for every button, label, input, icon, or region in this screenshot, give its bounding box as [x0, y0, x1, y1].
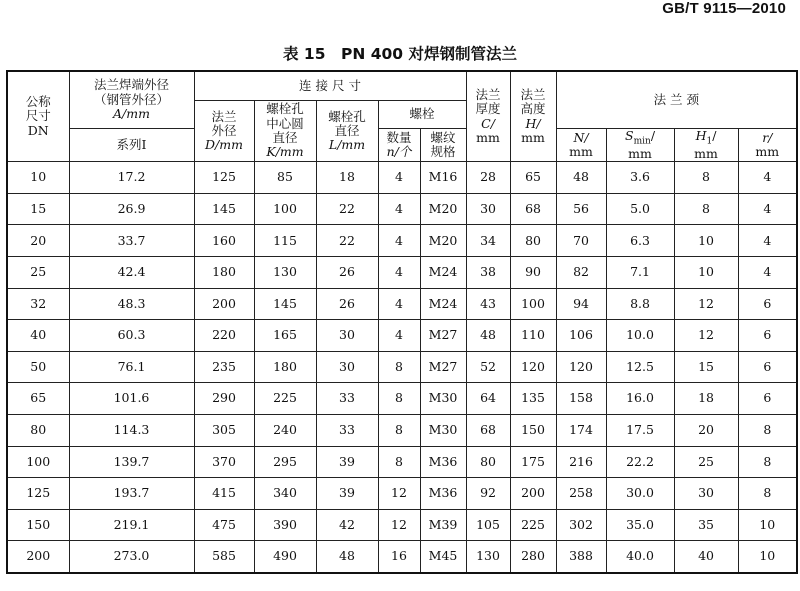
cell-nn: 106 [556, 320, 606, 352]
cell-n: 4 [378, 257, 420, 289]
cell-k: 490 [254, 541, 316, 573]
table-row [7, 193, 797, 225]
cell-k: 180 [254, 351, 316, 383]
cell-a: 193.7 [69, 478, 194, 510]
cell-a: 60.3 [69, 320, 194, 352]
cell-h1: 8 [674, 193, 738, 225]
cell-n: 4 [378, 288, 420, 320]
cell-l: 30 [316, 320, 378, 352]
cell-r: 8 [738, 446, 797, 478]
cell-k: 165 [254, 320, 316, 352]
cell-l: 22 [316, 193, 378, 225]
cell-c: 68 [466, 414, 510, 446]
cell-c: 43 [466, 288, 510, 320]
cell-r: 6 [738, 351, 797, 383]
cell-thread: M30 [420, 383, 466, 415]
cell-s: 7.1 [606, 257, 674, 289]
cell-r: 4 [738, 193, 797, 225]
cell-s: 3.6 [606, 162, 674, 194]
cell-nn: 120 [556, 351, 606, 383]
cell-thread: M20 [420, 225, 466, 257]
cell-d: 290 [194, 383, 254, 415]
cell-n: 12 [378, 509, 420, 541]
cell-h: 120 [510, 351, 556, 383]
cell-nn: 302 [556, 509, 606, 541]
cell-thread: M36 [420, 478, 466, 510]
cell-c: 64 [466, 383, 510, 415]
table-title: 表 15 PN 400 对焊钢制管法兰 [283, 45, 517, 63]
cell-n: 8 [378, 414, 420, 446]
table-row [7, 257, 797, 289]
cell-k: 115 [254, 225, 316, 257]
cell-h: 110 [510, 320, 556, 352]
header-thread: 螺纹 规格 [420, 129, 466, 162]
cell-c: 28 [466, 162, 510, 194]
cell-nn: 258 [556, 478, 606, 510]
cell-a: 42.4 [69, 257, 194, 289]
cell-h1: 35 [674, 509, 738, 541]
cell-h1: 40 [674, 541, 738, 573]
cell-c: 105 [466, 509, 510, 541]
cell-k: 225 [254, 383, 316, 415]
cell-r: 10 [738, 541, 797, 573]
cell-d: 415 [194, 478, 254, 510]
cell-n: 12 [378, 478, 420, 510]
cell-nn: 94 [556, 288, 606, 320]
cell-nn: 174 [556, 414, 606, 446]
header-a: 法兰焊端外径 （钢管外径） A/mm [69, 71, 194, 129]
table-row [7, 225, 797, 257]
cell-h1: 10 [674, 257, 738, 289]
header-r: r/ mm [738, 129, 797, 162]
cell-nn: 48 [556, 162, 606, 194]
cell-n: 4 [378, 193, 420, 225]
cell-thread: M36 [420, 446, 466, 478]
cell-h1: 18 [674, 383, 738, 415]
header-neck: 法 兰 颈 [556, 71, 797, 129]
cell-h1: 15 [674, 351, 738, 383]
cell-h: 280 [510, 541, 556, 573]
cell-h: 225 [510, 509, 556, 541]
cell-r: 4 [738, 162, 797, 194]
cell-s: 30.0 [606, 478, 674, 510]
cell-l: 33 [316, 414, 378, 446]
cell-h: 150 [510, 414, 556, 446]
cell-h1: 10 [674, 225, 738, 257]
cell-dn: 200 [7, 541, 69, 573]
cell-c: 80 [466, 446, 510, 478]
cell-dn: 50 [7, 351, 69, 383]
table-row [7, 288, 797, 320]
cell-d: 145 [194, 193, 254, 225]
cell-d: 235 [194, 351, 254, 383]
cell-a: 273.0 [69, 541, 194, 573]
cell-s: 35.0 [606, 509, 674, 541]
cell-nn: 216 [556, 446, 606, 478]
table-row [7, 509, 797, 541]
cell-s: 16.0 [606, 383, 674, 415]
cell-d: 160 [194, 225, 254, 257]
cell-dn: 80 [7, 414, 69, 446]
cell-l: 33 [316, 383, 378, 415]
cell-h1: 20 [674, 414, 738, 446]
cell-h: 200 [510, 478, 556, 510]
cell-dn: 40 [7, 320, 69, 352]
cell-dn: 20 [7, 225, 69, 257]
cell-nn: 70 [556, 225, 606, 257]
cell-h: 135 [510, 383, 556, 415]
cell-n: 4 [378, 225, 420, 257]
cell-dn: 10 [7, 162, 69, 194]
cell-h1: 25 [674, 446, 738, 478]
cell-n: 4 [378, 320, 420, 352]
cell-thread: M20 [420, 193, 466, 225]
table-row [7, 414, 797, 446]
table-row [7, 162, 797, 194]
cell-c: 30 [466, 193, 510, 225]
cell-nn: 82 [556, 257, 606, 289]
cell-k: 145 [254, 288, 316, 320]
cell-dn: 32 [7, 288, 69, 320]
header-l: 螺栓孔 直径 L/mm [316, 101, 378, 162]
cell-h: 175 [510, 446, 556, 478]
cell-l: 48 [316, 541, 378, 573]
table-row [7, 541, 797, 573]
cell-h: 80 [510, 225, 556, 257]
header-bolt: 螺栓 [378, 101, 466, 129]
header-d: 法兰 外径 D/mm [194, 101, 254, 162]
cell-c: 34 [466, 225, 510, 257]
cell-h1: 8 [674, 162, 738, 194]
header-h1: $H_1/$ mm [674, 129, 738, 162]
cell-c: 130 [466, 541, 510, 573]
cell-l: 26 [316, 288, 378, 320]
cell-thread: M27 [420, 351, 466, 383]
header-c: 法兰 厚度 C/ mm [466, 71, 510, 162]
cell-dn: 100 [7, 446, 69, 478]
cell-k: 390 [254, 509, 316, 541]
cell-k: 100 [254, 193, 316, 225]
cell-d: 475 [194, 509, 254, 541]
cell-nn: 158 [556, 383, 606, 415]
cell-l: 26 [316, 257, 378, 289]
cell-s: 5.0 [606, 193, 674, 225]
cell-dn: 65 [7, 383, 69, 415]
cell-a: 26.9 [69, 193, 194, 225]
header-series: 系列Ⅰ [69, 129, 194, 162]
cell-d: 200 [194, 288, 254, 320]
table-row [7, 320, 797, 352]
cell-l: 42 [316, 509, 378, 541]
header-nn: N/ mm [556, 129, 606, 162]
cell-d: 585 [194, 541, 254, 573]
cell-h1: 12 [674, 288, 738, 320]
cell-a: 48.3 [69, 288, 194, 320]
table-row [7, 446, 797, 478]
standard-number: GB/T 9115—2010 [662, 0, 786, 17]
cell-thread: M24 [420, 257, 466, 289]
header-connection: 连 接 尺 寸 [194, 71, 466, 101]
cell-l: 39 [316, 478, 378, 510]
cell-r: 6 [738, 320, 797, 352]
cell-d: 125 [194, 162, 254, 194]
cell-n: 8 [378, 351, 420, 383]
cell-s: 40.0 [606, 541, 674, 573]
cell-h: 65 [510, 162, 556, 194]
cell-a: 219.1 [69, 509, 194, 541]
cell-h1: 12 [674, 320, 738, 352]
header-dn: 公称 尺寸 DN [7, 71, 69, 162]
cell-r: 6 [738, 288, 797, 320]
cell-l: 30 [316, 351, 378, 383]
cell-nn: 56 [556, 193, 606, 225]
header-h: 法兰 高度 H/ mm [510, 71, 556, 162]
cell-r: 10 [738, 509, 797, 541]
cell-s: 17.5 [606, 414, 674, 446]
cell-thread: M39 [420, 509, 466, 541]
cell-a: 33.7 [69, 225, 194, 257]
header-s: $S_{min}/$ mm [606, 129, 674, 162]
header-n: 数量 n/个 [378, 129, 420, 162]
cell-d: 370 [194, 446, 254, 478]
cell-a: 76.1 [69, 351, 194, 383]
cell-dn: 15 [7, 193, 69, 225]
cell-h1: 30 [674, 478, 738, 510]
cell-d: 180 [194, 257, 254, 289]
cell-dn: 125 [7, 478, 69, 510]
cell-thread: M45 [420, 541, 466, 573]
cell-s: 10.0 [606, 320, 674, 352]
cell-thread: M16 [420, 162, 466, 194]
cell-k: 130 [254, 257, 316, 289]
cell-s: 8.8 [606, 288, 674, 320]
cell-s: 6.3 [606, 225, 674, 257]
cell-a: 101.6 [69, 383, 194, 415]
cell-c: 48 [466, 320, 510, 352]
cell-h: 100 [510, 288, 556, 320]
cell-thread: M27 [420, 320, 466, 352]
cell-r: 8 [738, 414, 797, 446]
cell-thread: M30 [420, 414, 466, 446]
cell-k: 240 [254, 414, 316, 446]
cell-r: 4 [738, 225, 797, 257]
cell-k: 295 [254, 446, 316, 478]
cell-n: 16 [378, 541, 420, 573]
cell-dn: 150 [7, 509, 69, 541]
cell-n: 8 [378, 383, 420, 415]
cell-h: 68 [510, 193, 556, 225]
cell-k: 85 [254, 162, 316, 194]
cell-l: 39 [316, 446, 378, 478]
cell-l: 22 [316, 225, 378, 257]
cell-d: 220 [194, 320, 254, 352]
cell-c: 38 [466, 257, 510, 289]
cell-d: 305 [194, 414, 254, 446]
cell-s: 22.2 [606, 446, 674, 478]
cell-n: 4 [378, 162, 420, 194]
cell-a: 17.2 [69, 162, 194, 194]
cell-r: 4 [738, 257, 797, 289]
cell-thread: M24 [420, 288, 466, 320]
header-k: 螺栓孔 中心圆 直径 K/mm [254, 101, 316, 162]
cell-c: 52 [466, 351, 510, 383]
cell-k: 340 [254, 478, 316, 510]
cell-r: 8 [738, 478, 797, 510]
cell-a: 139.7 [69, 446, 194, 478]
cell-nn: 388 [556, 541, 606, 573]
cell-h: 90 [510, 257, 556, 289]
cell-r: 6 [738, 383, 797, 415]
table-row [7, 478, 797, 510]
cell-l: 18 [316, 162, 378, 194]
cell-c: 92 [466, 478, 510, 510]
flange-table [6, 70, 798, 574]
cell-n: 8 [378, 446, 420, 478]
table-row [7, 383, 797, 415]
cell-a: 114.3 [69, 414, 194, 446]
cell-dn: 25 [7, 257, 69, 289]
table-row [7, 351, 797, 383]
cell-s: 12.5 [606, 351, 674, 383]
